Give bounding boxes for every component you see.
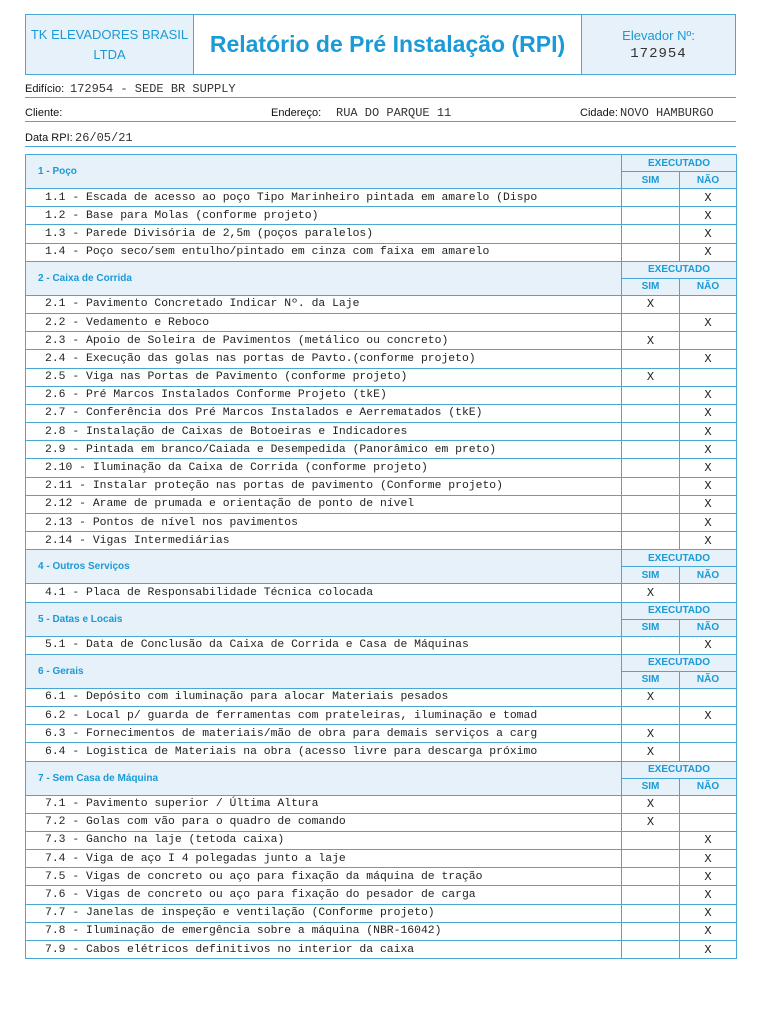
edificio-row [25, 80, 736, 98]
checklist-item-row [26, 706, 737, 724]
checklist-item-row [26, 831, 737, 849]
checklist-item-row [26, 584, 737, 602]
nao-mark-cell: X [680, 636, 737, 654]
executado-header: EXECUTADO [622, 261, 737, 278]
sim-mark-cell [622, 350, 680, 368]
item-description: 2.8 - Instalação de Caixas de Botoeiras e Indicadores [26, 423, 622, 441]
sim-mark-cell [622, 886, 680, 904]
item-description: 2.14 - Vigas Intermediárias [26, 532, 622, 550]
sim-mark-cell [622, 904, 680, 922]
nao-mark-cell: X [680, 313, 737, 331]
edificio-label: Edifício: [25, 83, 65, 95]
item-description: 2.5 - Viga nas Portas de Pavimento (conforme projeto) [26, 368, 622, 386]
checklist-item-row [26, 441, 737, 459]
sim-header: SIM [622, 172, 680, 189]
edificio-value: 172954 - SEDE BR SUPPLY [70, 82, 236, 96]
sim-mark-cell: X [622, 795, 680, 813]
sim-mark-cell: X [622, 295, 680, 313]
item-description: 1.2 - Base para Molas (conforme projeto) [26, 207, 622, 225]
sim-mark-cell [622, 850, 680, 868]
checklist-item-row [26, 868, 737, 886]
item-description: 6.1 - Depósito com iluminação para alocar Materiais pesados [26, 688, 622, 706]
nao-mark-cell: X [680, 459, 737, 477]
nao-mark-cell: X [680, 514, 737, 532]
sim-mark-cell [622, 532, 680, 550]
item-description: 2.10 - Iluminação da Caixa de Corrida (conforme projeto) [26, 459, 622, 477]
checklist-item-row [26, 495, 737, 513]
nao-mark-cell [680, 332, 737, 350]
sim-mark-cell [622, 922, 680, 940]
sim-mark-cell [622, 477, 680, 495]
item-description: 7.8 - Iluminação de emergência sobre a máquina (NBR-16042) [26, 922, 622, 940]
nao-mark-cell: X [680, 243, 737, 261]
item-description: 1.4 - Poço seco/sem entulho/pintado em cinza com faixa em amarelo [26, 243, 622, 261]
item-description: 6.4 - Logistica de Materiais na obra (acesso livre para descarga próximo [26, 743, 622, 761]
sim-mark-cell: X [622, 813, 680, 831]
sim-mark-cell [622, 868, 680, 886]
elevator-number-label: Elevador Nº: [622, 27, 695, 43]
checklist-item-row [26, 350, 737, 368]
section-header-row [26, 654, 737, 671]
checklist-item-row [26, 941, 737, 959]
section-title: 4 - Outros Serviços [26, 550, 622, 584]
item-description: 2.13 - Pontos de nível nos pavimentos [26, 514, 622, 532]
sim-header: SIM [622, 778, 680, 795]
checklist-item-row [26, 795, 737, 813]
sim-mark-cell [622, 941, 680, 959]
checklist-item-row [26, 743, 737, 761]
nao-mark-cell: X [680, 495, 737, 513]
sim-mark-cell: X [622, 743, 680, 761]
elevator-number-value: 172954 [630, 45, 687, 62]
item-description: 7.1 - Pavimento superior / Última Altura [26, 795, 622, 813]
checklist-item-row [26, 207, 737, 225]
nao-mark-cell: X [680, 904, 737, 922]
section-header-row [26, 550, 737, 567]
item-description: 2.9 - Pintada em branco/Caiada e Desempedida (Panorâmico em preto) [26, 441, 622, 459]
section-header-row [26, 261, 737, 278]
checklist-item-row [26, 313, 737, 331]
sim-mark-cell: X [622, 332, 680, 350]
item-description: 6.2 - Local p/ guarda de ferramentas com prateleiras, iluminação e tomad [26, 706, 622, 724]
cidade-value: NOVO HAMBURGO [620, 106, 714, 120]
item-description: 2.6 - Pré Marcos Instalados Conforme Projeto (tkE) [26, 386, 622, 404]
nao-mark-cell: X [680, 350, 737, 368]
nao-mark-cell: X [680, 922, 737, 940]
item-description: 2.2 - Vedamento e Reboco [26, 313, 622, 331]
item-description: 2.7 - Conferência dos Pré Marcos Instalados e Aerrematados (tkE) [26, 404, 622, 422]
executado-header: EXECUTADO [622, 550, 737, 567]
nao-mark-cell [680, 295, 737, 313]
sim-mark-cell [622, 225, 680, 243]
item-description: 7.9 - Cabos elétricos definitivos no interior da caixa [26, 941, 622, 959]
nao-mark-cell: X [680, 404, 737, 422]
item-description: 2.12 - Arame de prumada e orientação de ponto de nível [26, 495, 622, 513]
item-description: 2.3 - Apoio de Soleira de Pavimentos (metálico ou concreto) [26, 332, 622, 350]
nao-mark-cell: X [680, 706, 737, 724]
elevator-number-cell [582, 15, 735, 74]
sim-mark-cell [622, 495, 680, 513]
data-rpi-row [25, 129, 736, 147]
checklist-item-row [26, 295, 737, 313]
nao-mark-cell: X [680, 532, 737, 550]
nao-mark-cell: X [680, 207, 737, 225]
report-title: Relatório de Pré Instalação (RPI) [209, 31, 566, 57]
sim-mark-cell: X [622, 368, 680, 386]
nao-mark-cell [680, 368, 737, 386]
checklist-item-row [26, 189, 737, 207]
item-description: 7.2 - Golas com vão para o quadro de comando [26, 813, 622, 831]
cliente-row [25, 104, 736, 122]
cliente-label: Cliente: [25, 107, 63, 119]
item-description: 1.1 - Escada de acesso ao poço Tipo Marinheiro pintada em amarelo (Dispo [26, 189, 622, 207]
section-title: 6 - Gerais [26, 654, 622, 688]
executado-header: EXECUTADO [622, 654, 737, 671]
checklist-table [25, 154, 737, 959]
sim-mark-cell [622, 514, 680, 532]
checklist-item-row [26, 886, 737, 904]
sim-mark-cell [622, 313, 680, 331]
sim-mark-cell [622, 831, 680, 849]
checklist-item-row [26, 243, 737, 261]
nao-mark-cell [680, 688, 737, 706]
nao-mark-cell [680, 725, 737, 743]
nao-mark-cell: X [680, 850, 737, 868]
sim-mark-cell [622, 423, 680, 441]
endereco-value: RUA DO PARQUE 11 [336, 106, 452, 120]
executado-header: EXECUTADO [622, 761, 737, 778]
section-header-row [26, 761, 737, 778]
nao-header: NÃO [680, 619, 737, 636]
nao-mark-cell [680, 813, 737, 831]
item-description: 2.4 - Execução das golas nas portas de Pavto.(conforme projeto) [26, 350, 622, 368]
nao-header: NÃO [680, 671, 737, 688]
nao-mark-cell [680, 584, 737, 602]
nao-header: NÃO [680, 778, 737, 795]
checklist-item-row [26, 904, 737, 922]
section-title: 7 - Sem Casa de Máquina [26, 761, 622, 795]
item-description: 7.5 - Vigas de concreto ou aço para fixação da máquina de tração [26, 868, 622, 886]
nao-mark-cell: X [680, 477, 737, 495]
checklist-item-row [26, 514, 737, 532]
checklist-item-row [26, 725, 737, 743]
checklist-item-row [26, 477, 737, 495]
nao-header: NÃO [680, 567, 737, 584]
checklist-item-row [26, 688, 737, 706]
report-header [25, 14, 736, 75]
nao-mark-cell: X [680, 423, 737, 441]
nao-mark-cell: X [680, 386, 737, 404]
item-description: 4.1 - Placa de Responsabilidade Técnica colocada [26, 584, 622, 602]
checklist-item-row [26, 332, 737, 350]
item-description: 1.3 - Parede Divisória de 2,5m (poços paralelos) [26, 225, 622, 243]
checklist-item-row [26, 386, 737, 404]
sim-mark-cell [622, 636, 680, 654]
company-name: TK ELEVADORES BRASIL LTDA [30, 26, 189, 62]
sim-mark-cell [622, 441, 680, 459]
checklist-item-row [26, 636, 737, 654]
sim-mark-cell: X [622, 584, 680, 602]
nao-mark-cell [680, 795, 737, 813]
nao-mark-cell: X [680, 886, 737, 904]
sim-mark-cell [622, 386, 680, 404]
sim-header: SIM [622, 619, 680, 636]
section-title: 5 - Datas e Locais [26, 602, 622, 636]
cidade-label: Cidade: [580, 107, 618, 119]
sim-mark-cell [622, 243, 680, 261]
nao-mark-cell: X [680, 868, 737, 886]
checklist-item-row [26, 225, 737, 243]
item-description: 2.11 - Instalar proteção nas portas de pavimento (Conforme projeto) [26, 477, 622, 495]
section-header-row [26, 155, 737, 172]
checklist-item-row [26, 404, 737, 422]
sim-mark-cell: X [622, 725, 680, 743]
nao-mark-cell: X [680, 189, 737, 207]
item-description: 2.1 - Pavimento Concretado Indicar Nº. da Laje [26, 295, 622, 313]
nao-mark-cell: X [680, 831, 737, 849]
section-title: 2 - Caixa de Corrida [26, 261, 622, 295]
checklist-item-row [26, 922, 737, 940]
sim-header: SIM [622, 278, 680, 295]
item-description: 7.4 - Viga de aço I 4 polegadas junto a laje [26, 850, 622, 868]
nao-mark-cell: X [680, 941, 737, 959]
checklist-item-row [26, 850, 737, 868]
sim-mark-cell [622, 706, 680, 724]
sim-mark-cell [622, 404, 680, 422]
nao-mark-cell: X [680, 225, 737, 243]
report-title-cell [194, 15, 582, 74]
executado-header: EXECUTADO [622, 155, 737, 172]
company-name-cell [26, 15, 194, 74]
sim-mark-cell [622, 189, 680, 207]
item-description: 7.3 - Gancho na laje (tetoda caixa) [26, 831, 622, 849]
checklist-item-row [26, 459, 737, 477]
nao-header: NÃO [680, 278, 737, 295]
executado-header: EXECUTADO [622, 602, 737, 619]
sim-mark-cell: X [622, 688, 680, 706]
checklist-item-row [26, 423, 737, 441]
checklist-item-row [26, 813, 737, 831]
sim-header: SIM [622, 567, 680, 584]
section-header-row [26, 602, 737, 619]
item-description: 6.3 - Fornecimentos de materiais/mão de obra para demais serviços a carg [26, 725, 622, 743]
sim-mark-cell [622, 207, 680, 225]
nao-mark-cell [680, 743, 737, 761]
item-description: 7.7 - Janelas de inspeção e ventilação (Conforme projeto) [26, 904, 622, 922]
data-rpi-label: Data RPI: [25, 132, 73, 144]
section-title: 1 - Poço [26, 155, 622, 189]
sim-mark-cell [622, 459, 680, 477]
checklist-item-row [26, 368, 737, 386]
checklist-item-row [26, 532, 737, 550]
nao-mark-cell: X [680, 441, 737, 459]
sim-header: SIM [622, 671, 680, 688]
item-description: 5.1 - Data de Conclusão da Caixa de Corrida e Casa de Máquinas [26, 636, 622, 654]
nao-header: NÃO [680, 172, 737, 189]
item-description: 7.6 - Vigas de concreto ou aço para fixação do pesador de carga [26, 886, 622, 904]
endereco-label: Endereço: [271, 107, 322, 119]
data-rpi-value: 26/05/21 [75, 131, 133, 145]
